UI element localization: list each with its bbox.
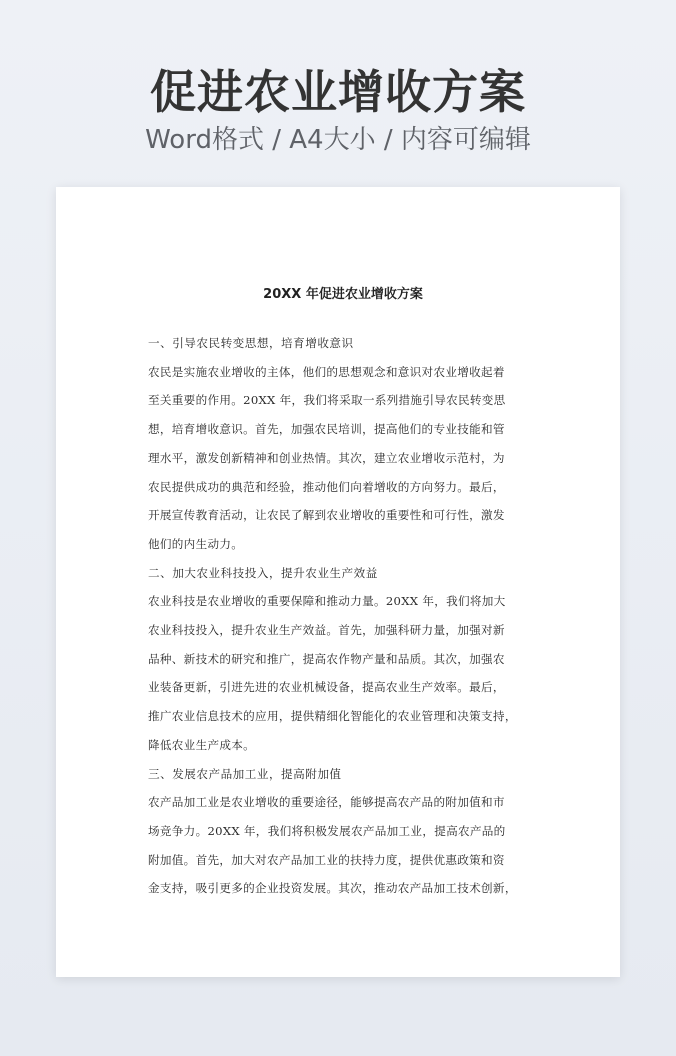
paragraph-line: 理水平，激发创新精神和创业热情。其次，建立农业增收示范村，为	[148, 450, 505, 465]
section-heading: 二、加大农业科技投入，提升农业生产效益	[148, 565, 378, 580]
paragraph-line: 附加值。首先，加大对农产品加工业的扶持力度，提供优惠政策和资	[148, 852, 505, 867]
document-lines	[148, 329, 538, 903]
paragraph-line: 金支持，吸引更多的企业投资发展。其次，推动农产品加工技术创新，	[148, 881, 517, 896]
document-title: 20XX 年促进农业增收方案	[263, 287, 423, 302]
paragraph-line: 推广农业信息技术的应用，提供精细化智能化的农业管理和决策支持，	[148, 709, 517, 724]
paragraph-line: 农民是实施农业增收的主体，他们的思想观念和意识对农业增收起着	[148, 364, 505, 379]
document-body	[148, 285, 538, 903]
document-page	[56, 187, 620, 977]
banner-subtitle: Word格式 / A4大小 / 内容可编辑	[145, 125, 531, 155]
paragraph-line: 想，培育增收意识。首先，加强农民培训，提高他们的专业技能和管	[148, 422, 505, 437]
paragraph-line: 农业科技是农业增收的重要保障和推动力量。20XX 年，我们将加大	[148, 594, 506, 609]
paragraph-line: 降低农业生产成本。	[148, 737, 256, 752]
paragraph-line: 农业科技投入，提升农业生产效益。首先，加强科研力量，加强对新	[148, 623, 505, 638]
paragraph-line: 至关重要的作用。20XX 年，我们将采取一系列措施引导农民转变思	[148, 393, 506, 408]
banner-title: 促进农业增收方案	[150, 65, 526, 119]
paragraph-line: 他们的内生动力。	[148, 536, 244, 551]
paragraph-line: 农产品加工业是农业增收的重要途径，能够提高农产品的附加值和市	[148, 795, 505, 810]
banner	[0, 62, 676, 158]
section-heading: 一、引导农民转变思想，培育增收意识	[148, 336, 354, 350]
paragraph-line: 业装备更新，引进先进的农业机械设备，提高农业生产效率。最后，	[148, 680, 505, 695]
section-heading: 三、发展农产品加工业，提高附加值	[148, 766, 342, 781]
paragraph-line: 品种、新技术的研究和推广，提高农作物产量和品质。其次，加强农	[148, 651, 505, 666]
paragraph-line: 农民提供成功的典范和经验，推动他们向着增收的方向努力。最后，	[148, 479, 505, 494]
paragraph-line: 开展宣传教育活动，让农民了解到农业增收的重要性和可行性，激发	[148, 508, 505, 523]
paragraph-line: 场竞争力。20XX 年，我们将积极发展农产品加工业，提高农产品的	[148, 823, 506, 838]
